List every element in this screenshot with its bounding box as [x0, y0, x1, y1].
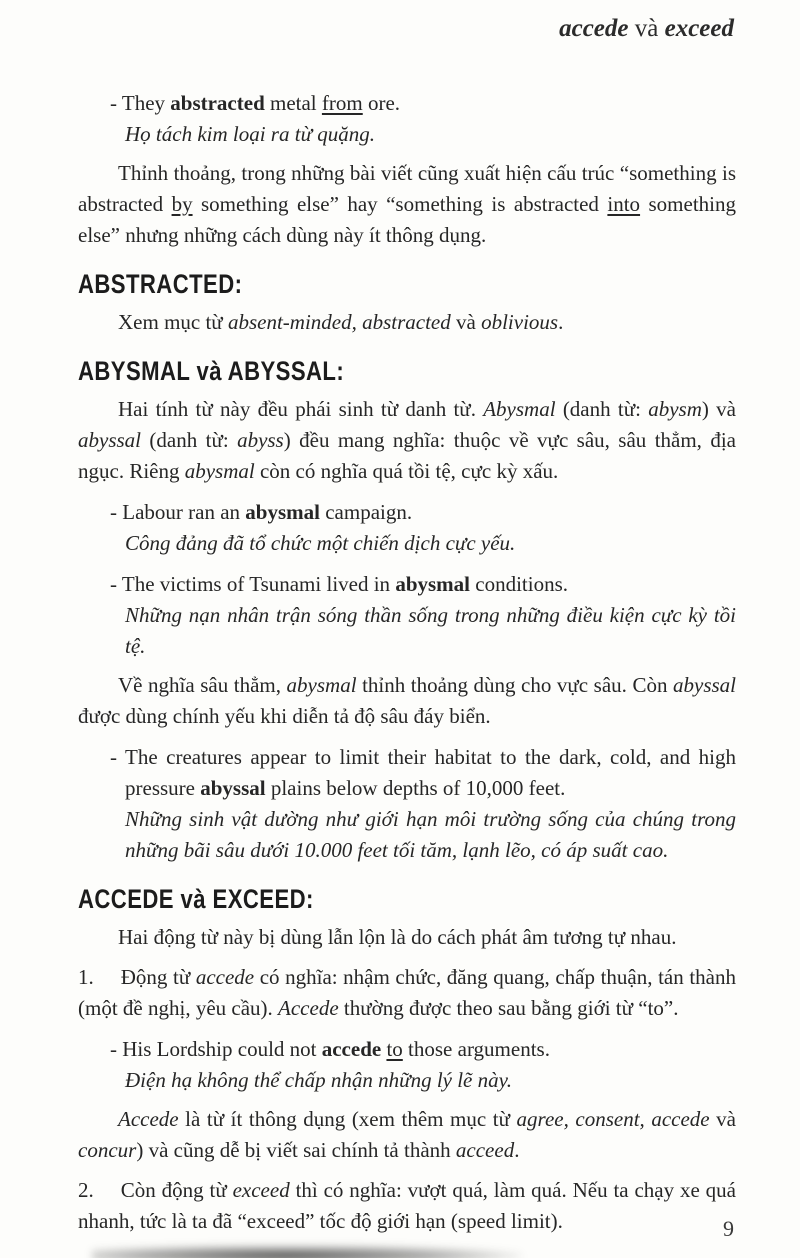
text-run-underline: to: [386, 1037, 403, 1061]
example-translation-vi: Điện hạ không thể chấp nhận những lý lẽ này.: [125, 1068, 513, 1092]
text-run-bold: abstracted: [170, 91, 265, 115]
abysmal-usage-note-paragraph: [78, 670, 736, 732]
page-number: 9: [723, 1216, 734, 1241]
numbered-item-1: [78, 962, 736, 1024]
abysmal-intro-paragraph: [78, 394, 736, 487]
text-run: Về nghĩa sâu thẳm,: [118, 673, 287, 697]
text-run: ) và cũng dễ bị viết sai chính tả thành: [136, 1138, 456, 1162]
heading-text: ABSTRACTED:: [78, 269, 243, 299]
running-head-conjunction: và: [628, 15, 665, 42]
text-run-italic: absent-minded, abstracted: [227, 310, 451, 334]
text-run-italic: abyss: [237, 428, 284, 452]
text-run-italic: oblivious: [481, 310, 559, 334]
text-run: ) và: [701, 397, 736, 421]
text-run-underline: into: [607, 192, 641, 216]
text-run-underline: by: [171, 192, 193, 216]
heading-text: ACCEDE và EXCEED:: [78, 884, 314, 914]
text-run-italic: Accede: [278, 996, 339, 1020]
text-run: Còn động từ: [120, 1178, 233, 1202]
running-head-word-accede: accede: [559, 15, 629, 42]
text-run: .: [514, 1138, 520, 1162]
example-sentence-en: [110, 569, 736, 600]
text-run: campaign.: [319, 500, 413, 524]
example-translation-vi: Công đảng đã tổ chức một chiến dịch cực yếu.: [125, 531, 516, 555]
heading-text: ABYSMAL và ABYSSAL:: [78, 356, 345, 386]
abstracted-crossref-paragraph: [78, 307, 736, 338]
example-sentence-en: [110, 88, 736, 119]
text-run: có nghĩa: nhậm chức, đăng quang, chấp thuận, tán thành (một đề nghị, yêu cầu).: [78, 965, 736, 1020]
text-run-bold: accede: [321, 1037, 382, 1061]
scan-edge-shadow: [92, 1245, 522, 1258]
text-run: those arguments.: [402, 1037, 550, 1061]
text-run: ) đều mang nghĩa: thuộc về vực sâu, sâu thẳm, địa ngục. Riêng: [78, 428, 736, 483]
text-run-italic: exceed: [232, 1178, 290, 1202]
text-run-italic: abysmal: [184, 459, 255, 483]
example-sentence-en: [110, 742, 736, 804]
text-run-italic: abyssal: [78, 428, 141, 452]
text-run: something else” nhưng những cách dùng này ít thông dụng.: [78, 192, 737, 247]
text-run: metal: [264, 91, 322, 115]
example-accede: [110, 1034, 736, 1096]
text-run: conditions.: [470, 572, 568, 596]
text-run: Động từ: [120, 965, 196, 989]
text-run-italic: concur: [78, 1138, 137, 1162]
example-translation-vi: Những nạn nhân trận sóng thần sống trong những điều kiện cực kỳ tồi tệ.: [125, 603, 736, 658]
text-run-bold: abyssal: [200, 776, 266, 800]
text-run-italic: accede: [195, 965, 255, 989]
text-run: (danh từ:: [141, 428, 238, 452]
running-head: [78, 14, 734, 44]
numbered-item-2: [78, 1175, 736, 1237]
example-sentence-en: [110, 1034, 736, 1065]
text-run-bold: abysmal: [245, 500, 320, 524]
text-run: và: [709, 1107, 736, 1131]
text-run: Xem mục từ: [118, 310, 228, 334]
text-run: (danh từ:: [555, 397, 649, 421]
example-translation-vi: Những sinh vật dường như giới hạn môi trường sống của chúng trong những bãi sâu dưới 10.000 feet tối tăm, lạnh lẽo, có áp suất cao.: [125, 807, 736, 862]
text-run: Thỉnh thoảng, trong những bài viết cũng xuất hiện cấu trúc “something is abstracted: [78, 161, 736, 216]
example-sentence-en: [110, 497, 736, 528]
example-abyssal: [110, 742, 736, 866]
text-run: - His Lordship could not: [110, 1037, 322, 1061]
usage-note-paragraph: [78, 158, 736, 251]
running-head-word-exceed: exceed: [664, 15, 734, 42]
text-run: - The victims of Tsunami lived in: [110, 572, 396, 596]
text-run: được dùng chính yếu khi diễn tả độ sâu đáy biển.: [78, 704, 491, 728]
text-run: thường được theo sau bằng giới từ “to”.: [338, 996, 679, 1020]
text-run: Hai tính từ này đều phái sinh từ danh từ.: [118, 397, 484, 421]
text-run-italic: abysm: [648, 397, 702, 421]
example-abysmal-2: [110, 569, 736, 662]
entry-heading-accede-exceed: [78, 884, 736, 914]
text-run: thì có nghĩa: vượt quá, làm quá. Nếu ta chạy xe quá nhanh, tức là ta đã “exceed” tốc độ giới hạn (speed limit).: [78, 1178, 736, 1233]
entry-heading-abstracted: [78, 269, 736, 299]
accede-intro-paragraph: Hai động từ này bị dùng lẫn lộn là do cách phát âm tương tự nhau.: [118, 925, 677, 949]
item-number: 2.: [78, 1178, 94, 1202]
text-run: plains below depths of 10,000 feet.: [265, 776, 566, 800]
text-run: còn có nghĩa quá tồi tệ, cực kỳ xấu.: [254, 459, 559, 483]
text-run-italic: Accede: [118, 1107, 179, 1131]
text-run-underline: from: [321, 91, 363, 115]
text-run: là từ ít thông dụng (xem thêm mục từ: [178, 1107, 517, 1131]
entry-heading-abysmal-abyssal: [78, 356, 736, 386]
text-run: thỉnh thoảng dùng cho vực sâu. Còn: [356, 673, 673, 697]
text-run: - Labour ran an: [110, 500, 246, 524]
text-run-italic: abysmal: [286, 673, 357, 697]
text-run: - The creatures appear to limit their habitat to the dark, cold, and high pressure: [110, 745, 736, 800]
text-run: something else” hay “something is abstracted: [192, 192, 608, 216]
text-run-italic: agree, consent, accede: [516, 1107, 710, 1131]
text-run: .: [558, 310, 564, 334]
text-run: - They: [110, 91, 171, 115]
item-number: 1.: [78, 965, 94, 989]
example-abstracted: [110, 88, 736, 150]
text-run-bold: abysmal: [395, 572, 470, 596]
text-run-italic: Abysmal: [483, 397, 556, 421]
text-run: và: [450, 310, 482, 334]
text-run: ore.: [362, 91, 401, 115]
example-abysmal-1: [110, 497, 736, 559]
text-run-italic: abyssal: [673, 673, 736, 697]
example-translation-vi: Họ tách kim loại ra từ quặng.: [125, 122, 376, 146]
text-run-italic: acceed: [455, 1138, 515, 1162]
accede-note-paragraph: [78, 1104, 736, 1166]
